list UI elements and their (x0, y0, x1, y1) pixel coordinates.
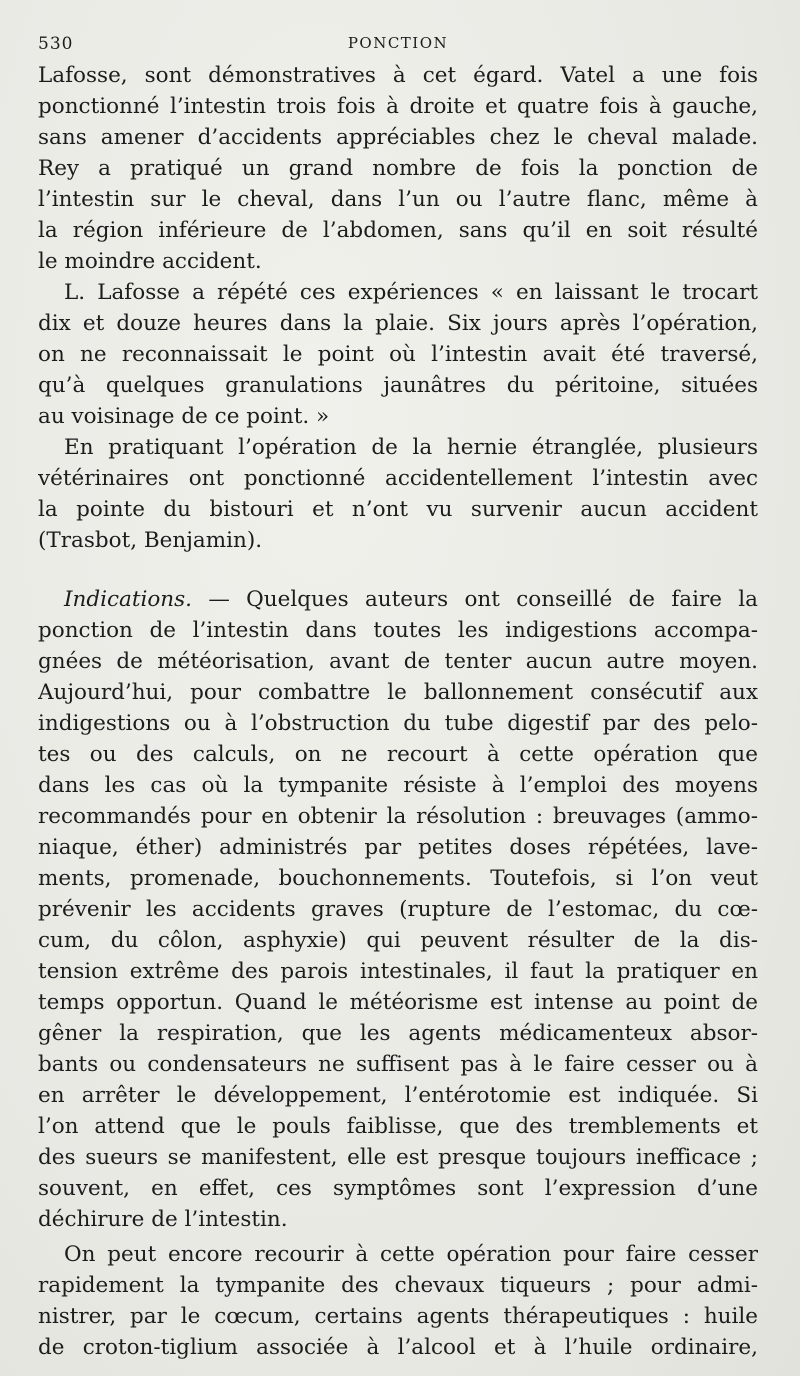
section-gap (38, 556, 758, 584)
text-line: niaque, éther) administrés par petites doses répétées, lave- (38, 835, 758, 860)
text-line: Lafosse, sont démonstratives à cet égard. Vatel a une fois (38, 63, 758, 88)
text-line: dix et douze heures dans la plaie. Six jours après l’opération, (38, 311, 758, 336)
paragraph-2 (38, 277, 758, 432)
text-fragment: — Quelques auteurs ont conseillé de faire la (192, 587, 758, 612)
section-heading: Indications. (64, 587, 193, 612)
text-line: tension extrême des parois intestinales, il faut la pratiquer en (38, 959, 758, 984)
text-line: bants ou condensateurs ne suffisent pas à le faire cesser ou à (38, 1052, 758, 1077)
text-line: de croton-tiglium associée à l’alcool et à l’huile ordinaire, (38, 1335, 758, 1360)
text-line: la région inférieure de l’abdomen, sans qu’il en soit résulté (38, 218, 758, 243)
text-line: gnées de météorisation, avant de tenter aucun autre moyen. (38, 649, 758, 674)
text-line: le moindre accident. (38, 249, 262, 274)
paragraph-3 (38, 432, 758, 556)
text-line: nistrer, par le cœcum, certains agents thérapeutiques : huile (38, 1304, 758, 1329)
text-line: souvent, en effet, ces symptômes sont l’expression d’une (38, 1176, 758, 1201)
text-line (38, 584, 758, 615)
text-line: cum, du côlon, asphyxie) qui peuvent résulter de la dis- (38, 928, 758, 953)
body-text (38, 60, 758, 1363)
text-line: Rey a pratiqué un grand nombre de fois la ponction de (38, 156, 758, 181)
text-line: qu’à quelques granulations jaunâtres du péritoine, situées (38, 373, 758, 398)
text-line: L. Lafosse a répété ces expériences « en laissant le trocart (64, 280, 758, 305)
text-line: sans amener d’accidents appréciables chez le cheval malade. (38, 125, 758, 150)
text-line: Aujourd’hui, pour combattre le ballonnement consécutif aux (38, 680, 758, 705)
paragraph-indications (38, 584, 758, 1235)
text-line: ponction de l’intestin dans toutes les indigestions accompa- (38, 618, 758, 643)
text-line: tes ou des calculs, on ne recourt à cette opération que (38, 742, 758, 767)
text-line: l’intestin sur le cheval, dans l’un ou l’autre flanc, même à (38, 187, 758, 212)
text-line: dans les cas où la tympanite résiste à l’emploi des moyens (38, 773, 758, 798)
text-line: En pratiquant l’opération de la hernie étranglée, plusieurs (64, 435, 758, 460)
text-line: ments, promenade, bouchonnements. Toutefois, si l’on veut (38, 866, 758, 891)
text-line: vétérinaires ont ponctionné accidentellement l’intestin avec (38, 466, 758, 491)
text-line: au voisinage de ce point. » (38, 404, 330, 429)
running-head (38, 30, 758, 56)
text-line: des sueurs se manifestent, elle est presque toujours inefficace ; (38, 1145, 758, 1170)
running-title: PONCTION (347, 34, 449, 52)
text-line: en arrêter le développement, l’entérotomie est indiquée. Si (38, 1083, 758, 1108)
page-number: 530 (38, 34, 74, 54)
text-line: l’on attend que le pouls faiblisse, que des tremblements et (38, 1114, 758, 1139)
text-line: on ne reconnaissait le point où l’intestin avait été traversé, (38, 342, 758, 367)
text-line: la pointe du bistouri et n’ont vu survenir aucun accident (38, 497, 758, 522)
text-line: recommandés pour en obtenir la résolution : breuvages (ammo- (38, 804, 758, 829)
text-line: indigestions ou à l’obstruction du tube digestif par des pelo- (38, 711, 758, 736)
paragraph-1 (38, 60, 758, 277)
text-line: prévenir les accidents graves (rupture de l’estomac, du cœ- (38, 897, 758, 922)
text-line: gêner la respiration, que les agents médicamenteux absor- (38, 1021, 758, 1046)
text-line: rapidement la tympanite des chevaux tiqueurs ; pour admi- (38, 1273, 758, 1298)
text-line: On peut encore recourir à cette opération pour faire cesser (64, 1242, 758, 1267)
text-line: temps opportun. Quand le météorisme est intense au point de (38, 990, 758, 1015)
paragraph-5 (38, 1239, 758, 1363)
text-line: (Trasbot, Benjamin). (38, 528, 263, 553)
text-line: ponctionné l’intestin trois fois à droite et quatre fois à gauche, (38, 94, 758, 119)
text-line: déchirure de l’intestin. (38, 1207, 288, 1232)
